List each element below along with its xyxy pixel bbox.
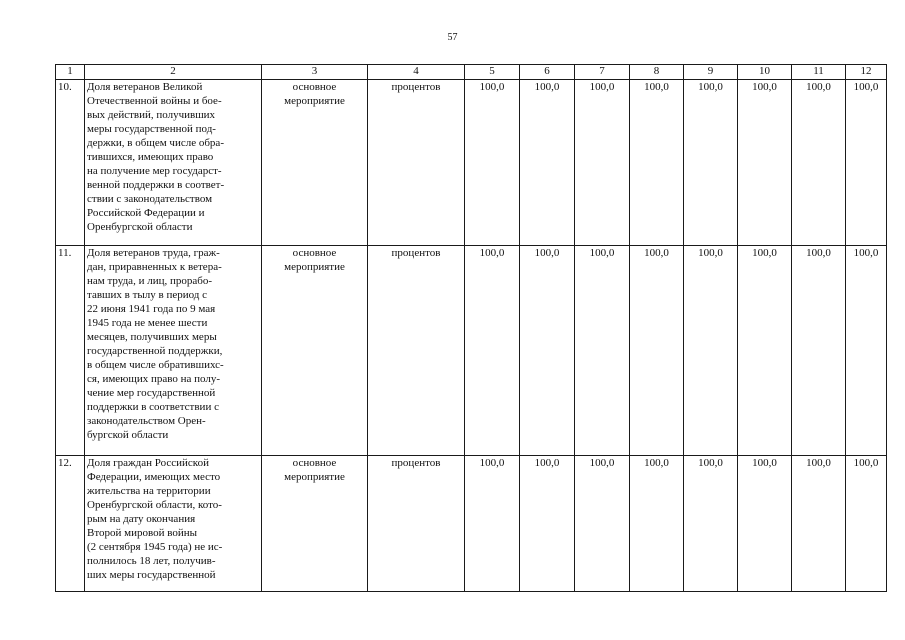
target-value: 100,0 xyxy=(792,246,846,456)
target-value: 100,0 xyxy=(465,80,520,246)
indicator-name xyxy=(85,246,262,456)
target-value: 100,0 xyxy=(575,246,630,456)
indicator-name-line: Российской Федерации и xyxy=(87,207,205,219)
indicator-name-line: (2 сентября 1945 года) не ис- xyxy=(87,541,223,553)
column-header: 2 xyxy=(85,65,262,80)
indicator-name-line: Доля ветеранов труда, граж- xyxy=(87,247,220,259)
target-value: 100,0 xyxy=(465,246,520,456)
indicator-type-line: мероприятие xyxy=(284,95,345,107)
indicator-type-line: основное xyxy=(292,247,337,259)
indicator-name-line: тившихся, имеющих право xyxy=(87,151,214,163)
indicator-name-line: законодательством Орен- xyxy=(87,415,206,427)
indicator-name-line: государственной поддержки, xyxy=(87,345,223,357)
target-value: 100,0 xyxy=(792,456,846,592)
target-value: 100,0 xyxy=(792,80,846,246)
row-number: 10. xyxy=(56,80,85,246)
indicator-name-line: меры государственной под- xyxy=(87,123,216,135)
indicator-name-line: бургской области xyxy=(87,429,169,441)
target-value: 100,0 xyxy=(846,80,887,246)
indicator-name-line: полнилось 18 лет, получив- xyxy=(87,555,216,567)
target-value: 100,0 xyxy=(738,80,792,246)
target-value: 100,0 xyxy=(846,456,887,592)
indicator-name-line: в общем числе обратившихс- xyxy=(87,359,224,371)
column-header: 10 xyxy=(738,65,792,80)
target-value: 100,0 xyxy=(684,80,738,246)
target-value: 100,0 xyxy=(575,456,630,592)
indicator-type xyxy=(262,456,368,592)
indicator-name-line: рым на дату окончания xyxy=(87,513,196,525)
table-row xyxy=(56,246,887,456)
indicator-type xyxy=(262,246,368,456)
indicator-name-line: поддержки в соответствии с xyxy=(87,401,219,413)
indicator-type-line: мероприятие xyxy=(284,261,345,273)
unit-of-measure: процентов xyxy=(368,456,465,592)
column-header: 5 xyxy=(465,65,520,80)
indicator-name xyxy=(85,456,262,592)
table-row xyxy=(56,456,887,592)
column-header: 3 xyxy=(262,65,368,80)
indicator-name-line: жительства на территории xyxy=(87,485,211,497)
indicator-name-line: 1945 года не менее шести xyxy=(87,317,208,329)
indicator-name-line: Оренбургской области xyxy=(87,221,193,233)
indicator-name-line: чение мер государственной xyxy=(87,387,216,399)
column-header: 7 xyxy=(575,65,630,80)
target-value: 100,0 xyxy=(465,456,520,592)
indicator-name-line: Второй мировой войны xyxy=(87,527,198,539)
page-number: 57 xyxy=(447,32,458,43)
indicator-name-line: ся, имеющих право на полу- xyxy=(87,373,221,385)
indicator-name-line: ших меры государственной xyxy=(87,569,216,581)
indicator-name-line: Федерации, имеющих место xyxy=(87,471,221,483)
indicator-type-line: основное xyxy=(292,457,337,469)
indicator-name-line: тавших в тылу в период с xyxy=(87,289,208,301)
indicator-name-line: дан, приравненных к ветера- xyxy=(87,261,222,273)
target-value: 100,0 xyxy=(575,80,630,246)
target-value: 100,0 xyxy=(738,456,792,592)
indicator-type-line: основное xyxy=(292,81,337,93)
row-number: 12. xyxy=(56,456,85,592)
column-header: 8 xyxy=(630,65,684,80)
column-header: 4 xyxy=(368,65,465,80)
column-header: 6 xyxy=(520,65,575,80)
indicator-name-line: держки, в общем числе обра- xyxy=(87,137,224,149)
column-header: 11 xyxy=(792,65,846,80)
target-value: 100,0 xyxy=(846,246,887,456)
indicator-name xyxy=(85,80,262,246)
indicator-name-line: Доля ветеранов Великой xyxy=(87,81,203,93)
indicator-name-line: Доля граждан Российской xyxy=(87,457,209,469)
indicator-type xyxy=(262,80,368,246)
column-number-row xyxy=(56,65,887,80)
indicator-name-line: 22 июня 1941 года по 9 мая xyxy=(87,303,216,315)
indicator-name-line: на получение мер государст- xyxy=(87,165,222,177)
indicator-name-line: Отечественной войны и бое- xyxy=(87,95,222,107)
target-value: 100,0 xyxy=(520,456,575,592)
table-row xyxy=(56,80,887,246)
indicator-name-line: месяцев, получивших меры xyxy=(87,331,217,343)
indicator-name-line: венной поддержки в соответ- xyxy=(87,179,225,191)
unit-of-measure: процентов xyxy=(368,246,465,456)
unit-of-measure: процентов xyxy=(368,80,465,246)
target-value: 100,0 xyxy=(630,246,684,456)
indicator-name-line: ствии с законодательством xyxy=(87,193,213,205)
indicator-name-line: нам труда, и лиц, прорабо- xyxy=(87,275,212,287)
column-header: 12 xyxy=(846,65,887,80)
table-body xyxy=(56,80,887,592)
column-header: 9 xyxy=(684,65,738,80)
target-value: 100,0 xyxy=(684,246,738,456)
target-value: 100,0 xyxy=(630,80,684,246)
row-number: 11. xyxy=(56,246,85,456)
target-value: 100,0 xyxy=(520,246,575,456)
indicators-table xyxy=(55,64,887,592)
indicator-name-line: вых действий, получивших xyxy=(87,109,216,121)
indicator-type-line: мероприятие xyxy=(284,471,345,483)
target-value: 100,0 xyxy=(738,246,792,456)
target-value: 100,0 xyxy=(520,80,575,246)
indicator-name-line: Оренбургской области, кото- xyxy=(87,499,222,511)
target-value: 100,0 xyxy=(684,456,738,592)
column-header: 1 xyxy=(56,65,85,80)
target-value: 100,0 xyxy=(630,456,684,592)
